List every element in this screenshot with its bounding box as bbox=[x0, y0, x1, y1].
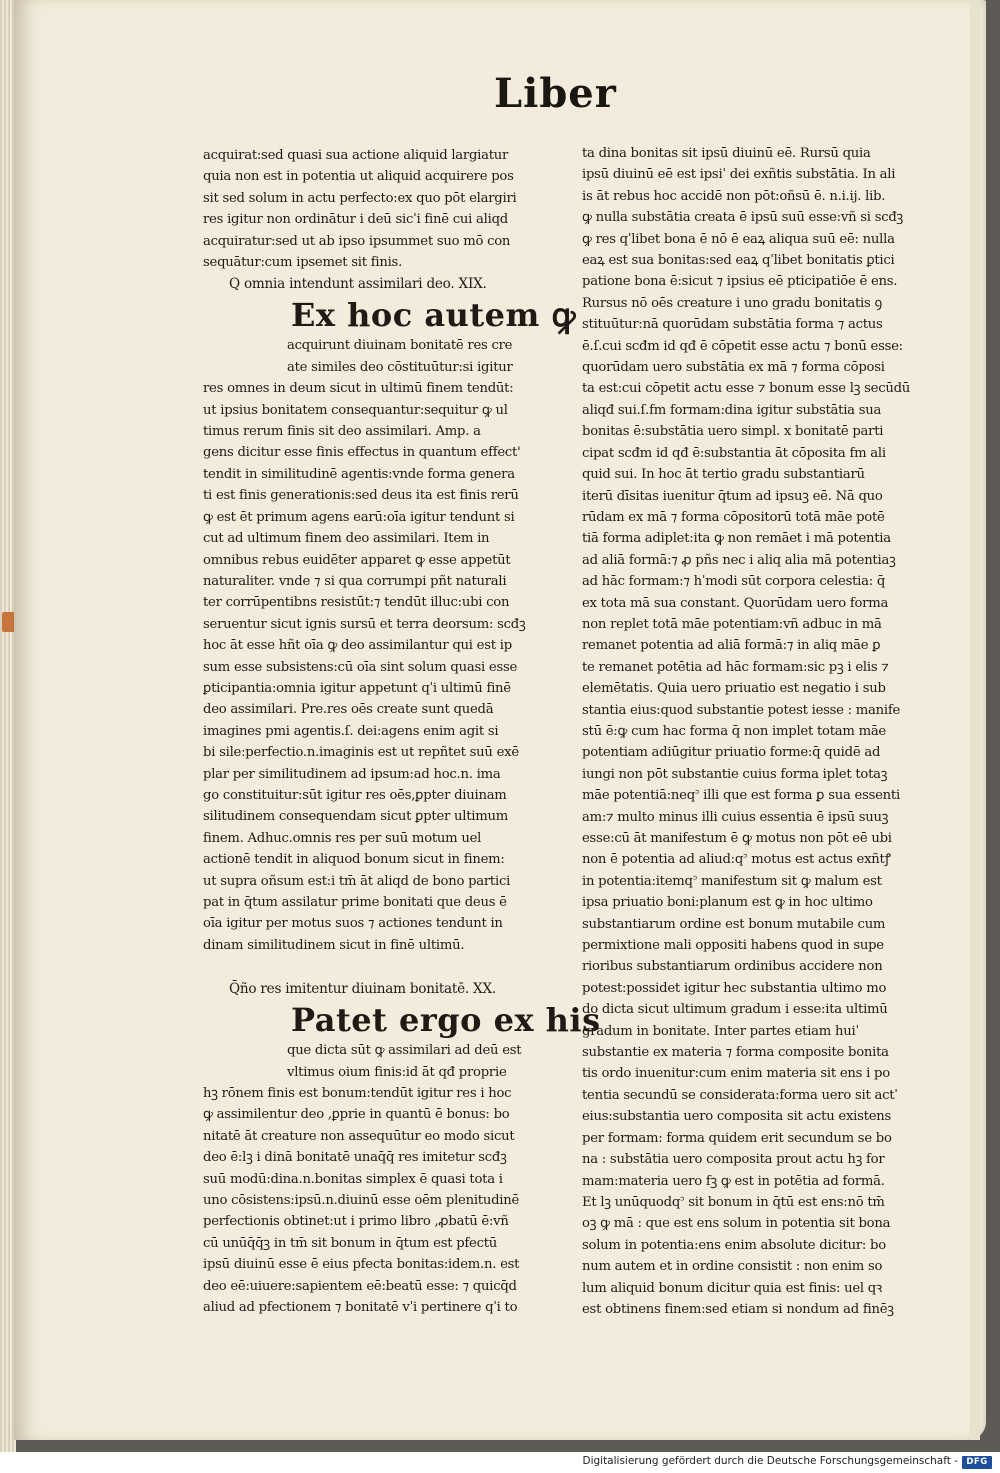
right-column-line: elemētatis. Quia uero priuatio est negatio i sub bbox=[582, 681, 886, 697]
chapter-19-line: pat in q̄tum assilatur prime bonitati que deus ē bbox=[203, 895, 507, 910]
right-column-line: lum aliquid bonum dicitur quia est finis: uel qꝛ bbox=[582, 1280, 882, 1296]
running-title: Liber bbox=[494, 70, 617, 117]
chapter-20-line: que dicta sūt ꝙ assimilari ad deū est bbox=[287, 1043, 522, 1059]
chapter-19-line: hoc āt esse hñt oīa ꝙ deo assimilantur qui est ip bbox=[203, 638, 512, 654]
left-top-line: sequātur:cum ipsemet sit finis. bbox=[203, 255, 403, 271]
right-column-line: oꝫ ꝙ mā : que est ens solum in potentia sit bona bbox=[582, 1216, 891, 1232]
chapter-19-line: ut ipsius bonitatem consequantur:sequitur ꝙ ul bbox=[203, 402, 508, 418]
chapter-20-line: vltimus oium finis:id āt qđ proprie bbox=[287, 1064, 507, 1080]
chapter-19-line: ꝑticipantia:omnia igitur appetunt qˈi ultimū finē bbox=[203, 680, 511, 696]
chapter-20-line: uno cōsistens:ipsū.n.diuinū esse oēm plenitudinē bbox=[203, 1193, 520, 1209]
chapter-19-line: gens dicitur esse finis effectus in quantum effect' bbox=[203, 445, 521, 461]
chapter-19-text bbox=[203, 335, 543, 956]
right-column-line: eius:substantia uero composita sit actu existens bbox=[582, 1109, 892, 1125]
right-column-line: eaꝝ est sua bonitas:sed eaꝝ qˈlibet bonitatis ꝑtici bbox=[582, 253, 895, 269]
chapter-19-line: dinam similitudinem sicut in finē ultimū. bbox=[203, 937, 465, 953]
right-column-line: remanet potentia ad aliā formā:⁊ in aliq māe ꝑ bbox=[582, 638, 881, 654]
right-column-line: rioribus substantiarum ordinibus accidere non bbox=[582, 959, 883, 975]
chapter-19-line: ut supra oñsum est:i tm̄ āt aliqd de bono partici bbox=[203, 873, 511, 889]
chapter-19-line: plar per similitudinem ad ipsum:ad hoc.n. ima bbox=[203, 766, 501, 782]
right-column-line: stantia eius:quod substantie potest iesse : manife bbox=[582, 702, 901, 718]
right-column-line: ad aliā formā:⁊ ꝓ pñs nec i aliq alia mā potentiaꝫ bbox=[582, 552, 896, 568]
right-column-line: tis ordo inuenitur:cum enim materia sit ens i po bbox=[582, 1066, 890, 1082]
right-column-line: est obtinens finem:sed etiam si nondum ad finēꝫ bbox=[582, 1301, 894, 1317]
right-column-line: tiā forma adiplet:ita ꝙ non remāet i mā potentia bbox=[582, 531, 891, 547]
chapter-20-line: ꝙ assimilentur deo ,ꝑprie in quantū ē bonus: bo bbox=[203, 1107, 510, 1123]
right-column-line: mam:materia uero fꝫ ꝙ est in potētia ad formā. bbox=[582, 1173, 885, 1189]
right-column-line: quid sui. In hoc āt tertio gradu substantiarū bbox=[582, 467, 865, 483]
chapter-20-text bbox=[203, 1040, 543, 1318]
chapter-20-line: hꝫ rōnem finis est bonum:tendūt igitur res i hoc bbox=[203, 1086, 512, 1102]
right-column-line: rūdam ex mā ⁊ forma cōpositorū totā māe potē bbox=[582, 509, 885, 525]
right-column-line: cipat scđm id qđ ē:substantia āt cōposita fm ali bbox=[582, 445, 886, 461]
chapter-19-line: seruentur sicut ignis sursū et terra deorsum: scđꝫ bbox=[203, 616, 526, 632]
chapter-19-line: omnibus rebus euidēter apparet ꝙ esse appetūt bbox=[203, 552, 511, 568]
chapter-19-line: go constituitur:sūt igitur res oēs,ꝑpter diuinam bbox=[203, 787, 507, 803]
chapter-20-line: nitatē āt creature non assequūtur eo modo sicut bbox=[203, 1128, 515, 1144]
chapter-20-line: perfectionis obtinet:ut i primo libro ,ꝓbatū ē:vñ bbox=[203, 1214, 509, 1230]
chapter-19-line: naturaliter. vnde ⁊ si qua corrumpi pñt naturali bbox=[203, 573, 507, 589]
right-column-line: aliqđ sui.ſ.fm formam:dina igitur substātia sua bbox=[582, 402, 882, 418]
right-column-line: ipsa priuatio boni:planum est ꝙ in hoc ultimo bbox=[582, 895, 873, 911]
funding-credit: Digitalisierung gefördert durch die Deutsche Forschungsgemeinschaft - bbox=[582, 1455, 958, 1467]
right-column-line: do dicta sicut ultimum gradum i esse:ita ultimū bbox=[582, 1002, 888, 1018]
right-column-line: am:⁊ multo minus illi cuius essentia ē ipsū suuꝫ bbox=[582, 809, 889, 825]
chapter-19-initial-line: Ex hoc autem ꝙ bbox=[291, 296, 577, 335]
chapter-19-line: finem. Adhuc.omnis res per suū motum uel bbox=[203, 830, 482, 846]
right-column-line: potest:possidet igitur hec substantia ultimo mo bbox=[582, 980, 887, 996]
left-top-line: acquirat:sed quasi sua actione aliquid largiatur bbox=[203, 148, 509, 163]
left-top-line: acquiratur:sed ut ab ipso ipsummet suo mō con bbox=[203, 233, 511, 249]
right-column-line: bonitas ē:substātia uero simpl. x bonitatē parti bbox=[582, 424, 884, 440]
chapter-19-line: deo assimilari. Pre.res oēs create sunt quedā bbox=[203, 702, 494, 718]
right-column-line: ta dina bonitas sit ipsū diuinū eē. Rursū quia bbox=[582, 146, 871, 161]
right-column-line: ꝙ res qˈlibet bona ē nō ē eaꝝ aliqua suū eē: nulla bbox=[582, 231, 895, 247]
chapter-19-line: res omnes in deum sicut in ultimū finem tendūt: bbox=[203, 381, 514, 397]
right-column-line: permixtione mali oppositi habens quod in supe bbox=[582, 938, 884, 954]
right-column-line: non ē potentia ad aliud:q꜄ motus est actus exñtꝭ bbox=[582, 852, 891, 868]
chapter-20-line: deo eē:uiuere:sapientem eē:beatū esse: ⁊ quicq̄d bbox=[203, 1278, 517, 1294]
chapter-19-line: ꝙ est ēt primum agens earū:oīa igitur tendunt si bbox=[203, 509, 515, 525]
chapter-19-line: acquirunt diuinam bonitatē res cre bbox=[287, 338, 513, 354]
right-column-line: non replet totā māe potentiam:vñ adbuc in mā bbox=[582, 616, 882, 632]
right-column-line: substantie ex materia ⁊ forma composite bonita bbox=[582, 1045, 889, 1061]
right-column-line: potentiam adiūgitur priuatio forme:q̄ quidē ad bbox=[582, 745, 881, 761]
left-top-line: sit sed solum in actu perfecto:ex quo pōt elargiri bbox=[203, 190, 517, 206]
right-column-line: Rursus nō oēs creature i uno gradu bonitatis ꝯ bbox=[582, 295, 882, 311]
right-column-line: ad hāc formam:⁊ hˈmodi sūt corpora celestia: q̄ bbox=[582, 574, 886, 590]
left-top-line: quia non est in potentia ut aliquid acquirere pos bbox=[203, 169, 514, 185]
chapter-19-line: ti est finis generationis:sed deus ita est finis rerū bbox=[203, 488, 519, 504]
right-column-line: ipsū diuinū eē est ipsiˈ dei exñtis substātia. In ali bbox=[582, 167, 896, 183]
left-text-column bbox=[203, 145, 601, 1319]
right-column-line: māe potentiā:neq꜄ illi que est forma ꝑ sua essenti bbox=[582, 788, 900, 804]
chapter-19-line: bi sile:perfectio.n.imaginis est ut repñtet suū exē bbox=[203, 745, 519, 761]
right-column-line: Et lꝫ unūquodq꜄ sit bonum in q̄tū est ens:nō tm̄ bbox=[582, 1194, 885, 1210]
chapter-20-line: suū modū:dina.n.bonitas simplex ē quasi tota i bbox=[203, 1171, 503, 1187]
chapter-19-line: ter corrūpentibns resistūt:⁊ tendūt illuc:ubi con bbox=[203, 595, 510, 611]
right-column-line: in potentia:itemq꜄ manifestum sit ꝙ malum est bbox=[582, 873, 882, 889]
right-column-line: ta est:cui cōpetit actu esse ⁊ bonum esse lꝫ secūdū bbox=[582, 381, 911, 397]
right-column-line: tentia secundū se considerata:forma uero sit actˈ bbox=[582, 1087, 898, 1103]
dfg-logo: DFG bbox=[962, 1456, 992, 1469]
right-column-line: iterū dīsitas iuenitur q̄tum ad ipsuꝫ eē. Nā quo bbox=[582, 488, 883, 504]
right-column-line: ē.ſ.cui scđm id qđ ē cōpetit esse actu ⁊ bonū esse: bbox=[582, 338, 903, 354]
right-column-line: substantiarum ordine est bonum mutabile cum bbox=[582, 916, 886, 932]
chapter-19-line: sum esse subsistens:cū oīa sint solum quasi esse bbox=[203, 659, 518, 675]
chapter-19-line: timus rerum finis sit deo assimilari. Amp. a bbox=[203, 424, 481, 440]
right-column-line: patione bona ē:sicut ⁊ ipsius eē pticipatiōe ē ens. bbox=[582, 274, 898, 290]
right-column-line: per formam: forma quidem erit secundum se bo bbox=[582, 1130, 892, 1146]
right-text-column bbox=[582, 143, 918, 1320]
left-top-line: res igitur non ordinātur i deū sicˈi finē cui aliqd bbox=[203, 212, 508, 228]
chapter-20-line: cū unūq̄q̄ꝫ in tm̄ sit bonum in q̄tum est pfectū bbox=[203, 1235, 498, 1251]
chapter-19-line: ate similes deo cōstituūtur:si igitur bbox=[287, 359, 513, 375]
chapter-19-line: tendit in similitudinē agentis:vnde forma genera bbox=[203, 466, 515, 482]
chapter-20-line: ipsū diuinū esse ē eius pfecta bonitas:idem.n. est bbox=[203, 1257, 520, 1273]
chapter-20-line: deo ē:lꝫ i dinā bonitatē unaq̄q̄ res imitetur scđꝫ bbox=[203, 1150, 507, 1166]
right-column-line: num autem et in ordine consistit : non enim so bbox=[582, 1259, 883, 1275]
right-column-line: stituūtur:nā quorūdam substātia forma ⁊ actus bbox=[582, 317, 883, 333]
right-column-line: iungi non pōt substantie cuius forma iplet totaꝫ bbox=[582, 766, 888, 782]
chapter-19-line: cut ad ultimum finem deo assimilari. Item in bbox=[203, 531, 490, 547]
footer-bar bbox=[0, 1452, 1000, 1473]
chapter-19-line: imagines pmi agentis.ſ. dei:agens enim agit si bbox=[203, 723, 499, 739]
right-column-line: gradum in bonitate. Inter partes etiam huiˈ bbox=[582, 1023, 859, 1039]
right-column-line: stū ē:ꝙ cum hac forma q̄ non implet totam māe bbox=[582, 723, 886, 739]
chapter-20-line: aliud ad pfectionem ⁊ bonitatē vˈi pertinere qˈi to bbox=[203, 1300, 518, 1316]
right-column-line: na : substātia uero composita prout actu hꝫ for bbox=[582, 1152, 885, 1168]
chapter-20-initial-line: Patet ergo ex his bbox=[291, 1001, 601, 1040]
right-column-line: solum in potentia:ens enim absolute dicitur: bo bbox=[582, 1237, 886, 1253]
chapter-19-line: oīa igitur per motus suos ⁊ actiones tendunt in bbox=[203, 916, 503, 932]
page-right-edge bbox=[970, 0, 980, 1440]
right-column-line: te remanet potētia ad hāc formam:sic pꝫ i elis ⁊ bbox=[582, 659, 889, 675]
right-column-line: ex tota mā sua constant. Quorūdam uero forma bbox=[582, 595, 889, 611]
chapter-19-line: silitudinem consequendam sicut ꝑpter ultimum bbox=[203, 809, 508, 825]
right-column-line: esse:cū āt manifestum ē ꝙ motus non pōt eē ubi bbox=[582, 831, 892, 846]
left-top-text bbox=[203, 145, 543, 273]
right-column-line: ꝙ nulla substātia creata ē ipsū suū esse:vñ si scđꝫ bbox=[582, 210, 904, 226]
chapter-19-line: actionē tendit in aliquod bonum sicut in finem: bbox=[203, 852, 505, 868]
chapter-19-title: Q omnia intendunt assimilari deo. XIX. bbox=[229, 276, 487, 293]
right-column-line: is āt rebus hoc accidē non pōt:oñsū ē. n.i.ij. lib. bbox=[582, 188, 886, 204]
right-column-line: quorūdam uero substātia ex mā ⁊ forma cōposi bbox=[582, 360, 885, 376]
chapter-20-title: Q̄ño res imitentur diuinam bonitatē. XX. bbox=[229, 981, 496, 998]
